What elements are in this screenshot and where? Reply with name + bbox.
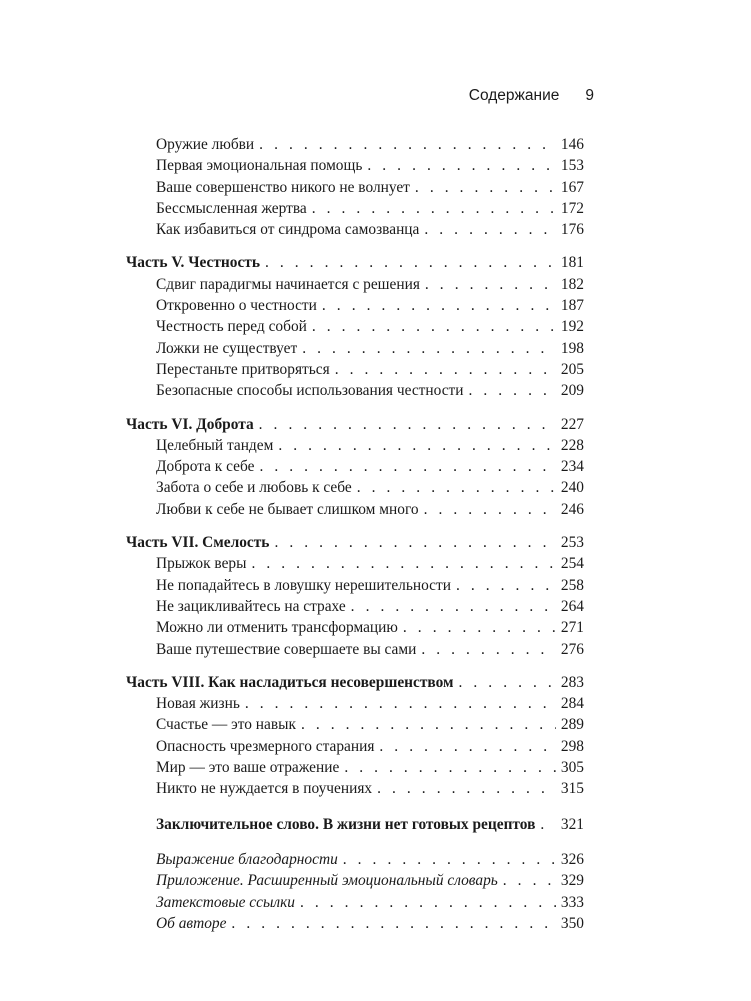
toc-entry-page: 276 <box>560 640 584 658</box>
toc-entry[interactable] <box>126 778 584 799</box>
leader-dots <box>259 134 556 155</box>
leader-dots <box>351 596 556 617</box>
toc-entry-title: Ваше путешествие совершаете вы сами <box>156 640 417 658</box>
toc-back-matter-page: 333 <box>560 893 584 911</box>
toc-entry[interactable] <box>126 575 584 596</box>
toc-entry[interactable] <box>126 316 584 337</box>
leader-dots <box>274 532 556 553</box>
toc-entry-page: 258 <box>560 576 584 594</box>
toc-back-matter-page: 329 <box>560 872 584 890</box>
toc-back-matter-entry[interactable] <box>126 913 584 934</box>
leader-dots <box>424 499 556 520</box>
toc-entry[interactable] <box>126 639 584 660</box>
toc-entry-title: Не попадайтесь в ловушку нерешительности <box>156 576 451 594</box>
leader-dots <box>259 414 556 435</box>
toc-entry-title: Целебный тандем <box>156 436 274 454</box>
leader-dots <box>259 456 556 477</box>
toc-entry-page: 205 <box>560 360 584 378</box>
toc-entry-page: 264 <box>560 597 584 615</box>
toc-part-title: Часть VII. Смелость <box>126 534 270 552</box>
leader-dots <box>403 617 556 638</box>
table-of-contents <box>126 134 584 934</box>
toc-entry[interactable] <box>126 274 584 295</box>
toc-entry[interactable] <box>126 736 584 757</box>
toc-entry-page: 271 <box>560 619 584 637</box>
leader-dots <box>335 359 556 380</box>
leader-dots <box>312 316 556 337</box>
leader-dots <box>312 198 556 219</box>
toc-part-heading[interactable] <box>126 672 584 693</box>
toc-entry[interactable] <box>126 596 584 617</box>
toc-entry[interactable] <box>126 477 584 498</box>
toc-closing-entry[interactable] <box>126 814 584 835</box>
toc-part-page: 283 <box>560 673 584 691</box>
running-header <box>469 87 594 105</box>
leader-dots <box>300 892 556 913</box>
toc-back-matter-title: Выражение благодарности <box>156 850 338 868</box>
leader-dots <box>415 177 556 198</box>
toc-part-title: Часть VIII. Как насладиться несовершенством <box>126 673 454 691</box>
toc-entry[interactable] <box>126 155 584 176</box>
toc-part-title: Часть VI. Доброта <box>126 415 254 433</box>
leader-dots <box>301 714 556 735</box>
toc-entry[interactable] <box>126 380 584 401</box>
toc-entry-page: 198 <box>560 339 584 357</box>
toc-entry-title: Безопасные способы использования честности <box>156 382 464 400</box>
toc-entry-page: 187 <box>560 297 584 315</box>
toc-entry-title: Ложки не существует <box>156 339 298 357</box>
toc-entry-title: Любви к себе не бывает слишком много <box>156 500 419 518</box>
toc-entry[interactable] <box>126 134 584 155</box>
toc-entry[interactable] <box>126 553 584 574</box>
toc-entry-title: Опасность чрезмерного старания <box>156 737 375 755</box>
toc-entry-title: Как избавиться от синдрома самозванца <box>156 221 420 239</box>
toc-entry-page: 234 <box>560 458 584 476</box>
toc-entry-title: Бессмысленная жертва <box>156 199 307 217</box>
toc-entry-page: 153 <box>560 157 584 175</box>
leader-dots <box>343 849 556 870</box>
page-number: 9 <box>585 87 594 104</box>
toc-entry[interactable] <box>126 693 584 714</box>
toc-entry-page: 182 <box>560 275 584 293</box>
toc-part-heading[interactable] <box>126 532 584 553</box>
toc-entry-page: 172 <box>560 199 584 217</box>
toc-entry-title: Забота о себе и любовь к себе <box>156 479 352 497</box>
toc-entry[interactable] <box>126 757 584 778</box>
toc-entry-title: Оружие любви <box>156 136 255 153</box>
toc-entry[interactable] <box>126 435 584 456</box>
toc-entry-title: Можно ли отменить трансформацию <box>156 619 398 637</box>
toc-back-matter-title: Об авторе <box>156 914 227 932</box>
toc-entry-title: Ваше совершенство никого не волнует <box>156 178 410 196</box>
leader-dots <box>459 672 556 693</box>
toc-entry-page: 246 <box>560 500 584 518</box>
toc-entry-page: 254 <box>560 555 584 573</box>
toc-entry[interactable] <box>126 295 584 316</box>
toc-back-matter-title: Затекстовые ссылки <box>156 893 295 911</box>
toc-entry-title: Откровенно о честности <box>156 297 317 315</box>
toc-entry-page: 289 <box>560 716 584 734</box>
toc-entry-title: Сдвиг парадигмы начинается с решения <box>156 275 420 293</box>
toc-entry-page: 167 <box>560 178 584 196</box>
leader-dots <box>357 477 556 498</box>
leader-dots <box>421 639 556 660</box>
toc-entry-page: 209 <box>560 382 584 400</box>
leader-dots <box>265 252 556 273</box>
leader-dots <box>503 870 556 891</box>
toc-entry-title: Перестаньте притворяться <box>156 360 330 378</box>
toc-part-page: 227 <box>560 415 584 433</box>
toc-entry-page: 228 <box>560 436 584 454</box>
toc-part-page: 253 <box>560 534 584 552</box>
toc-back-matter-page: 350 <box>560 914 584 932</box>
toc-entry-page: 315 <box>560 780 584 798</box>
toc-entry-page: 240 <box>560 479 584 497</box>
toc-back-matter-entry[interactable] <box>126 892 584 913</box>
toc-entry-page: 192 <box>560 318 584 336</box>
leader-dots <box>278 435 556 456</box>
leader-dots <box>425 274 556 295</box>
toc-entry-title: Прыжок веры <box>156 555 247 573</box>
toc-part-page: 181 <box>560 254 584 272</box>
leader-dots <box>424 219 556 240</box>
leader-dots <box>377 778 556 799</box>
leader-dots <box>456 575 556 596</box>
toc-entry[interactable] <box>126 177 584 198</box>
leader-dots <box>231 913 556 934</box>
leader-dots <box>344 757 556 778</box>
toc-entry-title: Честность перед собой <box>156 318 307 336</box>
toc-entry-page: 176 <box>560 221 584 239</box>
toc-back-matter-entry[interactable] <box>126 870 584 891</box>
leader-dots <box>379 736 556 757</box>
leader-dots <box>251 553 556 574</box>
toc-part-title: Часть V. Честность <box>126 254 260 272</box>
toc-part-heading[interactable] <box>126 252 584 273</box>
toc-entry-title: Доброта к себе <box>156 458 255 476</box>
toc-entry[interactable] <box>126 219 584 240</box>
toc-entry[interactable] <box>126 198 584 219</box>
leader-dots <box>468 380 556 401</box>
toc-closing-page: 321 <box>560 815 584 833</box>
toc-back-matter-entry[interactable] <box>126 849 584 870</box>
toc-back-matter-page: 326 <box>560 850 584 868</box>
toc-closing-title: Заключительное слово. В жизни нет готовых рецептов <box>156 815 536 833</box>
toc-entry-title: Никто не нуждается в поучениях <box>156 780 373 798</box>
toc-entry-title: Счастье — это навык <box>156 716 296 734</box>
leader-dots <box>245 693 556 714</box>
toc-entry[interactable] <box>126 359 584 380</box>
toc-back-matter-title: Приложение. Расширенный эмоциональный словарь <box>156 872 498 890</box>
toc-entry-page: 284 <box>560 695 584 713</box>
toc-entry[interactable] <box>126 338 584 359</box>
leader-dots <box>302 338 556 359</box>
toc-entry[interactable] <box>126 617 584 638</box>
running-header-title: Содержание <box>468 87 560 104</box>
toc-entry-page: 146 <box>560 136 584 153</box>
leader-dots <box>322 295 556 316</box>
toc-entry[interactable] <box>126 714 584 735</box>
toc-entry-title: Первая эмоциональная помощь <box>156 157 363 175</box>
toc-entry-page: 298 <box>560 737 584 755</box>
toc-entry-page: 305 <box>560 759 584 777</box>
toc-entry-title: Мир — это ваше отражение <box>156 759 340 777</box>
toc-part-heading[interactable] <box>126 414 584 435</box>
toc-entry[interactable] <box>126 456 584 477</box>
toc-entry-title: Не зацикливайтесь на страхе <box>156 597 346 615</box>
toc-entry[interactable] <box>126 499 584 520</box>
leader-dots <box>540 814 556 835</box>
toc-entry-title: Новая жизнь <box>156 695 240 713</box>
leader-dots <box>367 155 556 176</box>
